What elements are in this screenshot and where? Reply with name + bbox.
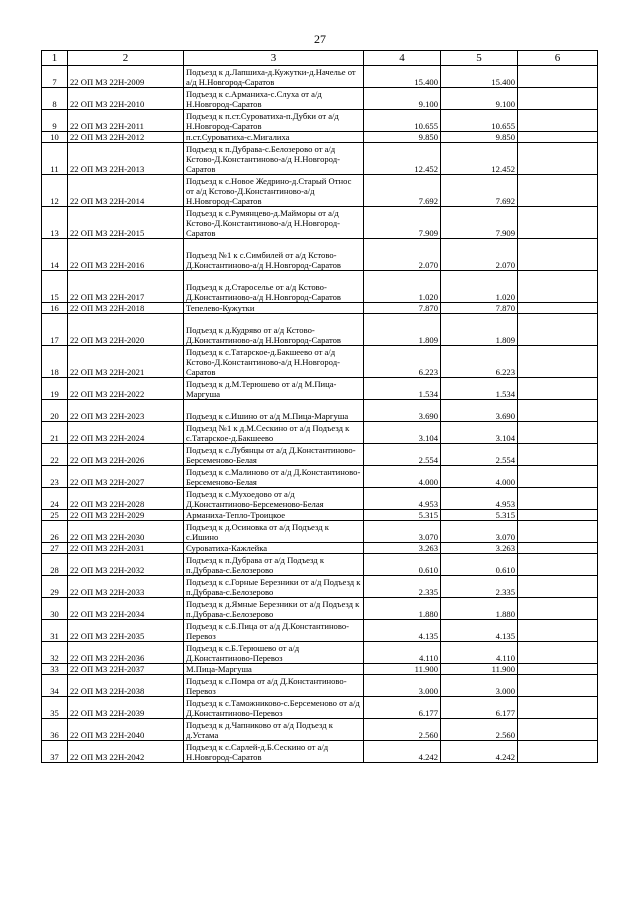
length-cell: 4.000 (441, 466, 518, 488)
road-code-cell: 22 ОП МЗ 22Н-2026 (68, 444, 184, 466)
length-total-cell: 9.100 (364, 88, 441, 110)
length-cell: 4.953 (441, 488, 518, 510)
road-name-cell: Суроватиха-Кажлейка (184, 543, 364, 554)
row-number-cell: 17 (42, 314, 68, 346)
note-cell (518, 642, 598, 664)
length-total-cell: 1.534 (364, 378, 441, 400)
length-total-cell: 2.335 (364, 576, 441, 598)
row-number-cell: 18 (42, 346, 68, 378)
table-row (42, 239, 598, 271)
column-header-2: 2 (68, 51, 184, 66)
road-code-cell: 22 ОП МЗ 22Н-2022 (68, 378, 184, 400)
note-cell (518, 314, 598, 346)
length-total-cell: 7.870 (364, 303, 441, 314)
length-total-cell: 2.560 (364, 719, 441, 741)
road-code-cell: 22 ОП МЗ 22Н-2016 (68, 239, 184, 271)
table-row (42, 510, 598, 521)
length-total-cell: 6.223 (364, 346, 441, 378)
road-name-cell: Подъезд к с.Мухоедово от а/д Д.Константиново-Берсеменово-Белая (184, 488, 364, 510)
road-code-cell: 22 ОП МЗ 22Н-2029 (68, 510, 184, 521)
road-code-cell: 22 ОП МЗ 22Н-2031 (68, 543, 184, 554)
length-total-cell: 15.400 (364, 66, 441, 88)
row-number-cell: 32 (42, 642, 68, 664)
road-code-cell: 22 ОП МЗ 22Н-2035 (68, 620, 184, 642)
road-name-cell: Подъезд к д.Кудряво от а/д Кстово-Д.Константиново-а/д Н.Новгород-Саратов (184, 314, 364, 346)
row-number-cell: 29 (42, 576, 68, 598)
row-number-cell: 30 (42, 598, 68, 620)
road-code-cell: 22 ОП МЗ 22Н-2015 (68, 207, 184, 239)
length-total-cell: 1.880 (364, 598, 441, 620)
road-code-cell: 22 ОП МЗ 22Н-2013 (68, 143, 184, 175)
row-number-cell: 11 (42, 143, 68, 175)
length-total-cell: 4.110 (364, 642, 441, 664)
table-row (42, 378, 598, 400)
length-total-cell: 9.850 (364, 132, 441, 143)
road-code-cell: 22 ОП МЗ 22Н-2040 (68, 719, 184, 741)
length-cell: 3.104 (441, 422, 518, 444)
table-row (42, 466, 598, 488)
table-row (42, 543, 598, 554)
row-number-cell: 27 (42, 543, 68, 554)
table-row (42, 175, 598, 207)
road-code-cell: 22 ОП МЗ 22Н-2033 (68, 576, 184, 598)
road-name-cell: Подъезд к с.Горные Березники от а/д Подъезд к п.Дубрава-с.Белозерово (184, 576, 364, 598)
row-number-cell: 13 (42, 207, 68, 239)
length-total-cell: 6.177 (364, 697, 441, 719)
row-number-cell: 25 (42, 510, 68, 521)
table-row (42, 132, 598, 143)
road-code-cell: 22 ОП МЗ 22Н-2030 (68, 521, 184, 543)
length-total-cell: 7.692 (364, 175, 441, 207)
row-number-cell: 34 (42, 675, 68, 697)
road-code-cell: 22 ОП МЗ 22Н-2017 (68, 271, 184, 303)
note-cell (518, 741, 598, 763)
road-code-cell: 22 ОП МЗ 22Н-2042 (68, 741, 184, 763)
road-code-cell: 22 ОП МЗ 22Н-2037 (68, 664, 184, 675)
note-cell (518, 664, 598, 675)
road-code-cell: 22 ОП МЗ 22Н-2039 (68, 697, 184, 719)
road-name-cell: Подъезд к п.Дубрава от а/д Подъезд к п.Дубрава-с.Белозерово (184, 554, 364, 576)
length-cell: 12.452 (441, 143, 518, 175)
column-number-header-row (42, 51, 598, 66)
row-number-cell: 37 (42, 741, 68, 763)
road-name-cell: Тепелево-Кужутки (184, 303, 364, 314)
road-name-cell: Подъезд №1 к д.М.Сескино от а/д Подъезд к с.Татарское-д.Бакшеево (184, 422, 364, 444)
road-name-cell: п.ст.Суроватиха-с.Мигалиха (184, 132, 364, 143)
length-cell: 4.135 (441, 620, 518, 642)
road-name-cell: Подъезд к д.М.Терюшево от а/д М.Пица-Маргуша (184, 378, 364, 400)
note-cell (518, 175, 598, 207)
row-number-cell: 28 (42, 554, 68, 576)
note-cell (518, 620, 598, 642)
note-cell (518, 444, 598, 466)
length-total-cell: 1.020 (364, 271, 441, 303)
table-row (42, 620, 598, 642)
note-cell (518, 303, 598, 314)
column-header-5: 5 (441, 51, 518, 66)
road-name-cell: Подъезд к д.Ямные Березники от а/д Подъезд к п.Дубрава-с.Белозерово (184, 598, 364, 620)
table-body (42, 66, 598, 763)
table-row (42, 303, 598, 314)
row-number-cell: 19 (42, 378, 68, 400)
road-name-cell: Подъезд к с.Арманиха-с.Слуха от а/д Н.Новгород-Саратов (184, 88, 364, 110)
note-cell (518, 510, 598, 521)
length-total-cell: 11.900 (364, 664, 441, 675)
note-cell (518, 554, 598, 576)
length-cell: 7.692 (441, 175, 518, 207)
note-cell (518, 422, 598, 444)
length-total-cell: 4.000 (364, 466, 441, 488)
row-number-cell: 15 (42, 271, 68, 303)
length-cell: 1.809 (441, 314, 518, 346)
table-row (42, 576, 598, 598)
table-row (42, 110, 598, 132)
length-total-cell: 12.452 (364, 143, 441, 175)
length-total-cell: 2.070 (364, 239, 441, 271)
length-cell: 0.610 (441, 554, 518, 576)
length-total-cell: 3.690 (364, 400, 441, 422)
length-total-cell: 3.070 (364, 521, 441, 543)
length-total-cell: 3.263 (364, 543, 441, 554)
note-cell (518, 110, 598, 132)
table-row (42, 400, 598, 422)
table-row (42, 143, 598, 175)
length-cell: 9.850 (441, 132, 518, 143)
road-code-cell: 22 ОП МЗ 22Н-2012 (68, 132, 184, 143)
road-name-cell: Подъезд к с.Сарлей-д.Б.Сескино от а/д Н.Новгород-Саратов (184, 741, 364, 763)
road-name-cell: Арманиха-Тепло-Троицкое (184, 510, 364, 521)
table-row (42, 598, 598, 620)
road-name-cell: Подъезд к с.Помра от а/д Д.Константиново-Перевоз (184, 675, 364, 697)
note-cell (518, 598, 598, 620)
road-code-cell: 22 ОП МЗ 22Н-2020 (68, 314, 184, 346)
note-cell (518, 239, 598, 271)
row-number-cell: 14 (42, 239, 68, 271)
road-name-cell: Подъезд к с.Татарское-д.Бакшеево от а/д Кстово-Д.Константиново-а/д Н.Новгород-Саратов (184, 346, 364, 378)
note-cell (518, 521, 598, 543)
length-cell: 15.400 (441, 66, 518, 88)
length-cell: 2.070 (441, 239, 518, 271)
length-total-cell: 4.953 (364, 488, 441, 510)
length-cell: 7.909 (441, 207, 518, 239)
table-row (42, 488, 598, 510)
table-row (42, 444, 598, 466)
road-name-cell: Подъезд к д.Чапниково от а/д Подъезд к д.Устама (184, 719, 364, 741)
note-cell (518, 697, 598, 719)
table-row (42, 554, 598, 576)
length-cell: 1.020 (441, 271, 518, 303)
note-cell (518, 488, 598, 510)
length-total-cell: 2.554 (364, 444, 441, 466)
table-row (42, 422, 598, 444)
row-number-cell: 36 (42, 719, 68, 741)
road-name-cell: М.Пица-Маргуша (184, 664, 364, 675)
note-cell (518, 207, 598, 239)
note-cell (518, 346, 598, 378)
road-code-cell: 22 ОП МЗ 22Н-2036 (68, 642, 184, 664)
road-code-cell: 22 ОП МЗ 22Н-2032 (68, 554, 184, 576)
length-total-cell: 4.135 (364, 620, 441, 642)
road-name-cell: Подъезд к с.Б.Терюшево от а/д Д.Константиново-Перевоз (184, 642, 364, 664)
road-name-cell: Подъезд к с.Таможниково-с.Берсеменово от а/д Д.Константиново-Перевоз (184, 697, 364, 719)
road-code-cell: 22 ОП МЗ 22Н-2014 (68, 175, 184, 207)
road-code-cell: 22 ОП МЗ 22Н-2034 (68, 598, 184, 620)
length-total-cell: 5.315 (364, 510, 441, 521)
length-total-cell: 1.809 (364, 314, 441, 346)
row-number-cell: 24 (42, 488, 68, 510)
road-name-cell: Подъезд к с.Б.Пица от а/д Д.Константиново-Перевоз (184, 620, 364, 642)
note-cell (518, 675, 598, 697)
length-cell: 6.223 (441, 346, 518, 378)
length-cell: 10.655 (441, 110, 518, 132)
note-cell (518, 576, 598, 598)
note-cell (518, 88, 598, 110)
road-name-cell: Подъезд к п.Дубрава-с.Белозерово от а/д Кстово-Д.Константиново-а/д Н.Новгород-Саратов (184, 143, 364, 175)
row-number-cell: 31 (42, 620, 68, 642)
road-code-cell: 22 ОП МЗ 22Н-2023 (68, 400, 184, 422)
row-number-cell: 23 (42, 466, 68, 488)
road-code-cell: 22 ОП МЗ 22Н-2038 (68, 675, 184, 697)
note-cell (518, 271, 598, 303)
length-cell: 2.554 (441, 444, 518, 466)
length-cell: 4.242 (441, 741, 518, 763)
table-row (42, 741, 598, 763)
road-code-cell: 22 ОП МЗ 22Н-2027 (68, 466, 184, 488)
length-cell: 3.000 (441, 675, 518, 697)
road-name-cell: Подъезд к п.ст.Суроватиха-п.Дубки от а/д Н.Новгород-Саратов (184, 110, 364, 132)
table-row (42, 664, 598, 675)
note-cell (518, 378, 598, 400)
row-number-cell: 26 (42, 521, 68, 543)
length-cell: 9.100 (441, 88, 518, 110)
row-number-cell: 8 (42, 88, 68, 110)
note-cell (518, 143, 598, 175)
note-cell (518, 543, 598, 554)
row-number-cell: 35 (42, 697, 68, 719)
column-header-4: 4 (364, 51, 441, 66)
road-name-cell: Подъезд к с.Ишино от а/д М.Пица-Маргуша (184, 400, 364, 422)
row-number-cell: 21 (42, 422, 68, 444)
roads-register-table (41, 50, 598, 763)
road-name-cell: Подъезд №1 к с.Симбилей от а/д Кстово-Д.Константиново-а/д Н.Новгород-Саратов (184, 239, 364, 271)
table-row (42, 346, 598, 378)
road-code-cell: 22 ОП МЗ 22Н-2024 (68, 422, 184, 444)
table-row (42, 88, 598, 110)
page-number: 27 (314, 32, 326, 46)
road-code-cell: 22 ОП МЗ 22Н-2010 (68, 88, 184, 110)
length-cell: 2.560 (441, 719, 518, 741)
road-name-cell: Подъезд к д.Староселье от а/д Кстово-Д.Константиново-а/д Н.Новгород-Саратов (184, 271, 364, 303)
road-name-cell: Подъезд к с.Новое Жедрино-д.Старый Относ от а/д Кстово-Д.Константиново-а/д Н.Новгород-Саратов (184, 175, 364, 207)
note-cell (518, 719, 598, 741)
length-cell: 5.315 (441, 510, 518, 521)
length-cell: 4.110 (441, 642, 518, 664)
table-row (42, 521, 598, 543)
row-number-cell: 33 (42, 664, 68, 675)
length-total-cell: 3.000 (364, 675, 441, 697)
column-header-3: 3 (184, 51, 364, 66)
length-cell: 6.177 (441, 697, 518, 719)
length-cell: 3.263 (441, 543, 518, 554)
road-name-cell: Подъезд к с.Лубянцы от а/д Д.Константиново-Берсеменово-Белая (184, 444, 364, 466)
road-code-cell: 22 ОП МЗ 22Н-2011 (68, 110, 184, 132)
table-row (42, 271, 598, 303)
table-row (42, 642, 598, 664)
row-number-cell: 10 (42, 132, 68, 143)
road-name-cell: Подъезд к с.Румянцево-д.Майморы от а/д Кстово-Д.Константиново-а/д Н.Новгород-Саратов (184, 207, 364, 239)
length-cell: 7.870 (441, 303, 518, 314)
length-total-cell: 7.909 (364, 207, 441, 239)
length-cell: 11.900 (441, 664, 518, 675)
road-code-cell: 22 ОП МЗ 22Н-2028 (68, 488, 184, 510)
table-row (42, 66, 598, 88)
table-row (42, 719, 598, 741)
note-cell (518, 466, 598, 488)
road-name-cell: Подъезд к д.Лапшиха-д.Кужутки-д.Начелье от а/д Н.Новгород-Саратов (184, 66, 364, 88)
length-total-cell: 3.104 (364, 422, 441, 444)
note-cell (518, 132, 598, 143)
column-header-1: 1 (42, 51, 68, 66)
row-number-cell: 7 (42, 66, 68, 88)
column-header-6: 6 (518, 51, 598, 66)
row-number-cell: 12 (42, 175, 68, 207)
length-cell: 1.880 (441, 598, 518, 620)
road-name-cell: Подъезд к д.Осиновка от а/д Подъезд к с.Ишино (184, 521, 364, 543)
row-number-cell: 20 (42, 400, 68, 422)
note-cell (518, 400, 598, 422)
row-number-cell: 16 (42, 303, 68, 314)
length-cell: 2.335 (441, 576, 518, 598)
length-cell: 1.534 (441, 378, 518, 400)
length-total-cell: 0.610 (364, 554, 441, 576)
row-number-cell: 22 (42, 444, 68, 466)
note-cell (518, 66, 598, 88)
table-row (42, 697, 598, 719)
table-row (42, 207, 598, 239)
length-cell: 3.070 (441, 521, 518, 543)
length-total-cell: 10.655 (364, 110, 441, 132)
road-code-cell: 22 ОП МЗ 22Н-2018 (68, 303, 184, 314)
road-code-cell: 22 ОП МЗ 22Н-2021 (68, 346, 184, 378)
table-row (42, 675, 598, 697)
length-total-cell: 4.242 (364, 741, 441, 763)
row-number-cell: 9 (42, 110, 68, 132)
road-name-cell: Подъезд к с.Малиново от а/д Д.Константиново-Берсеменово-Белая (184, 466, 364, 488)
length-cell: 3.690 (441, 400, 518, 422)
table-row (42, 314, 598, 346)
road-code-cell: 22 ОП МЗ 22Н-2009 (68, 66, 184, 88)
